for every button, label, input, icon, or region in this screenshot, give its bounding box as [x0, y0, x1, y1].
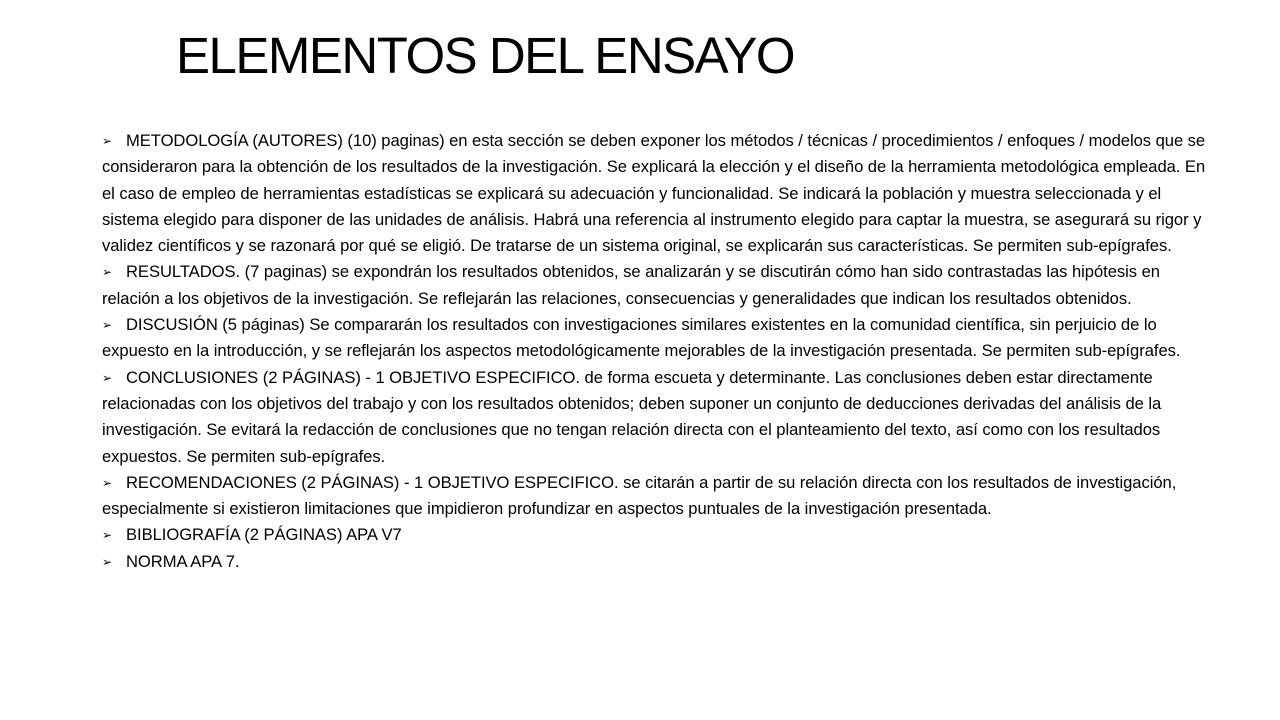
arrow-bullet-icon: ➢	[102, 265, 113, 280]
bullet-text: DISCUSIÓN (5 páginas) Se compararán los resultados con investigaciones similares existentes en la comunidad científica, sin perjuicio de lo expuesto en la introducción, y se reflejarán los aspectos metodológicamente mejorables de la investigación presentada. Se permiten sub-epígrafes.	[102, 315, 1181, 361]
bullet-text: CONCLUSIONES (2 PÁGINAS) - 1 OBJETIVO ESPECIFICO. de forma escueta y determinante. Las conclusiones deben estar directamente relacionadas con los objetivos del trabajo y con los resultados obtenidos; deben suponer un conjunto de deducciones derivadas del análisis de la investigación. Se evitará la redacción de conclusiones que no tengan relación directa con el planteamiento del texto, así como con los resultados expuestos. Se permiten sub-epígrafes.	[102, 367, 1162, 466]
bullet-text: BIBLIOGRAFÍA (2 PÁGINAS) APA V7	[126, 525, 402, 545]
arrow-bullet-icon: ➢	[102, 370, 113, 385]
arrow-bullet-icon: ➢	[102, 318, 113, 333]
arrow-bullet-icon: ➢	[102, 554, 113, 569]
bullet-item-bibliografia	[102, 522, 1214, 548]
bullet-text: METODOLOGÍA (AUTORES) (10) paginas) en esta sección se deben exponer los métodos / técnicas / procedimientos / enfoques / modelos que se consideraron para la obtención de los resultados de la investigación. Se explicará la elección y el diseño de la herramienta metodológica empleada. En el caso de empleo de herramientas estadísticas se explicará su adecuación y funcionalidad. Se indicará la población y muestra seleccionada y el sistema elegido para disponer de las unidades de análisis. Habrá una referencia al instrumento elegido para captar la muestra, se asegurará su rigor y validez científicos y se razonará por qué se eligió. De tratarse de un sistema original, se explicarán sus características. Se permiten sub-epígrafes.	[102, 131, 1206, 256]
bullet-item-resultados	[102, 259, 1214, 312]
slide-title: ELEMENTOS DEL ENSAYO	[176, 27, 795, 84]
arrow-bullet-icon: ➢	[102, 134, 113, 148]
bullet-item-conclusiones	[102, 365, 1214, 470]
bullet-item-metodologia	[102, 128, 1214, 259]
bullet-text: NORMA APA 7.	[126, 551, 240, 571]
bullet-list	[102, 128, 1214, 575]
bullet-item-recomendaciones	[102, 470, 1214, 523]
bullet-item-norma-apa	[102, 549, 1214, 575]
bullet-text: RESULTADOS. (7 paginas) se expondrán los resultados obtenidos, se analizarán y se discutirán cómo han sido contrastadas las hipótesis en relación a los objetivos de la investigación. Se reflejarán las relaciones, consecuencias y generalidades que indican los resultados obtenidos.	[102, 262, 1160, 308]
bullet-text: RECOMENDACIONES (2 PÁGINAS) - 1 OBJETIVO ESPECIFICO. se citarán a partir de su relación directa con los resultados de investigación, especialmente si existieron limitaciones que impidieron profundizar en aspectos puntuales de la investigación presentada.	[102, 472, 1177, 519]
bullet-item-discusion	[102, 312, 1214, 365]
arrow-bullet-icon: ➢	[102, 528, 113, 543]
arrow-bullet-icon: ➢	[102, 475, 113, 490]
